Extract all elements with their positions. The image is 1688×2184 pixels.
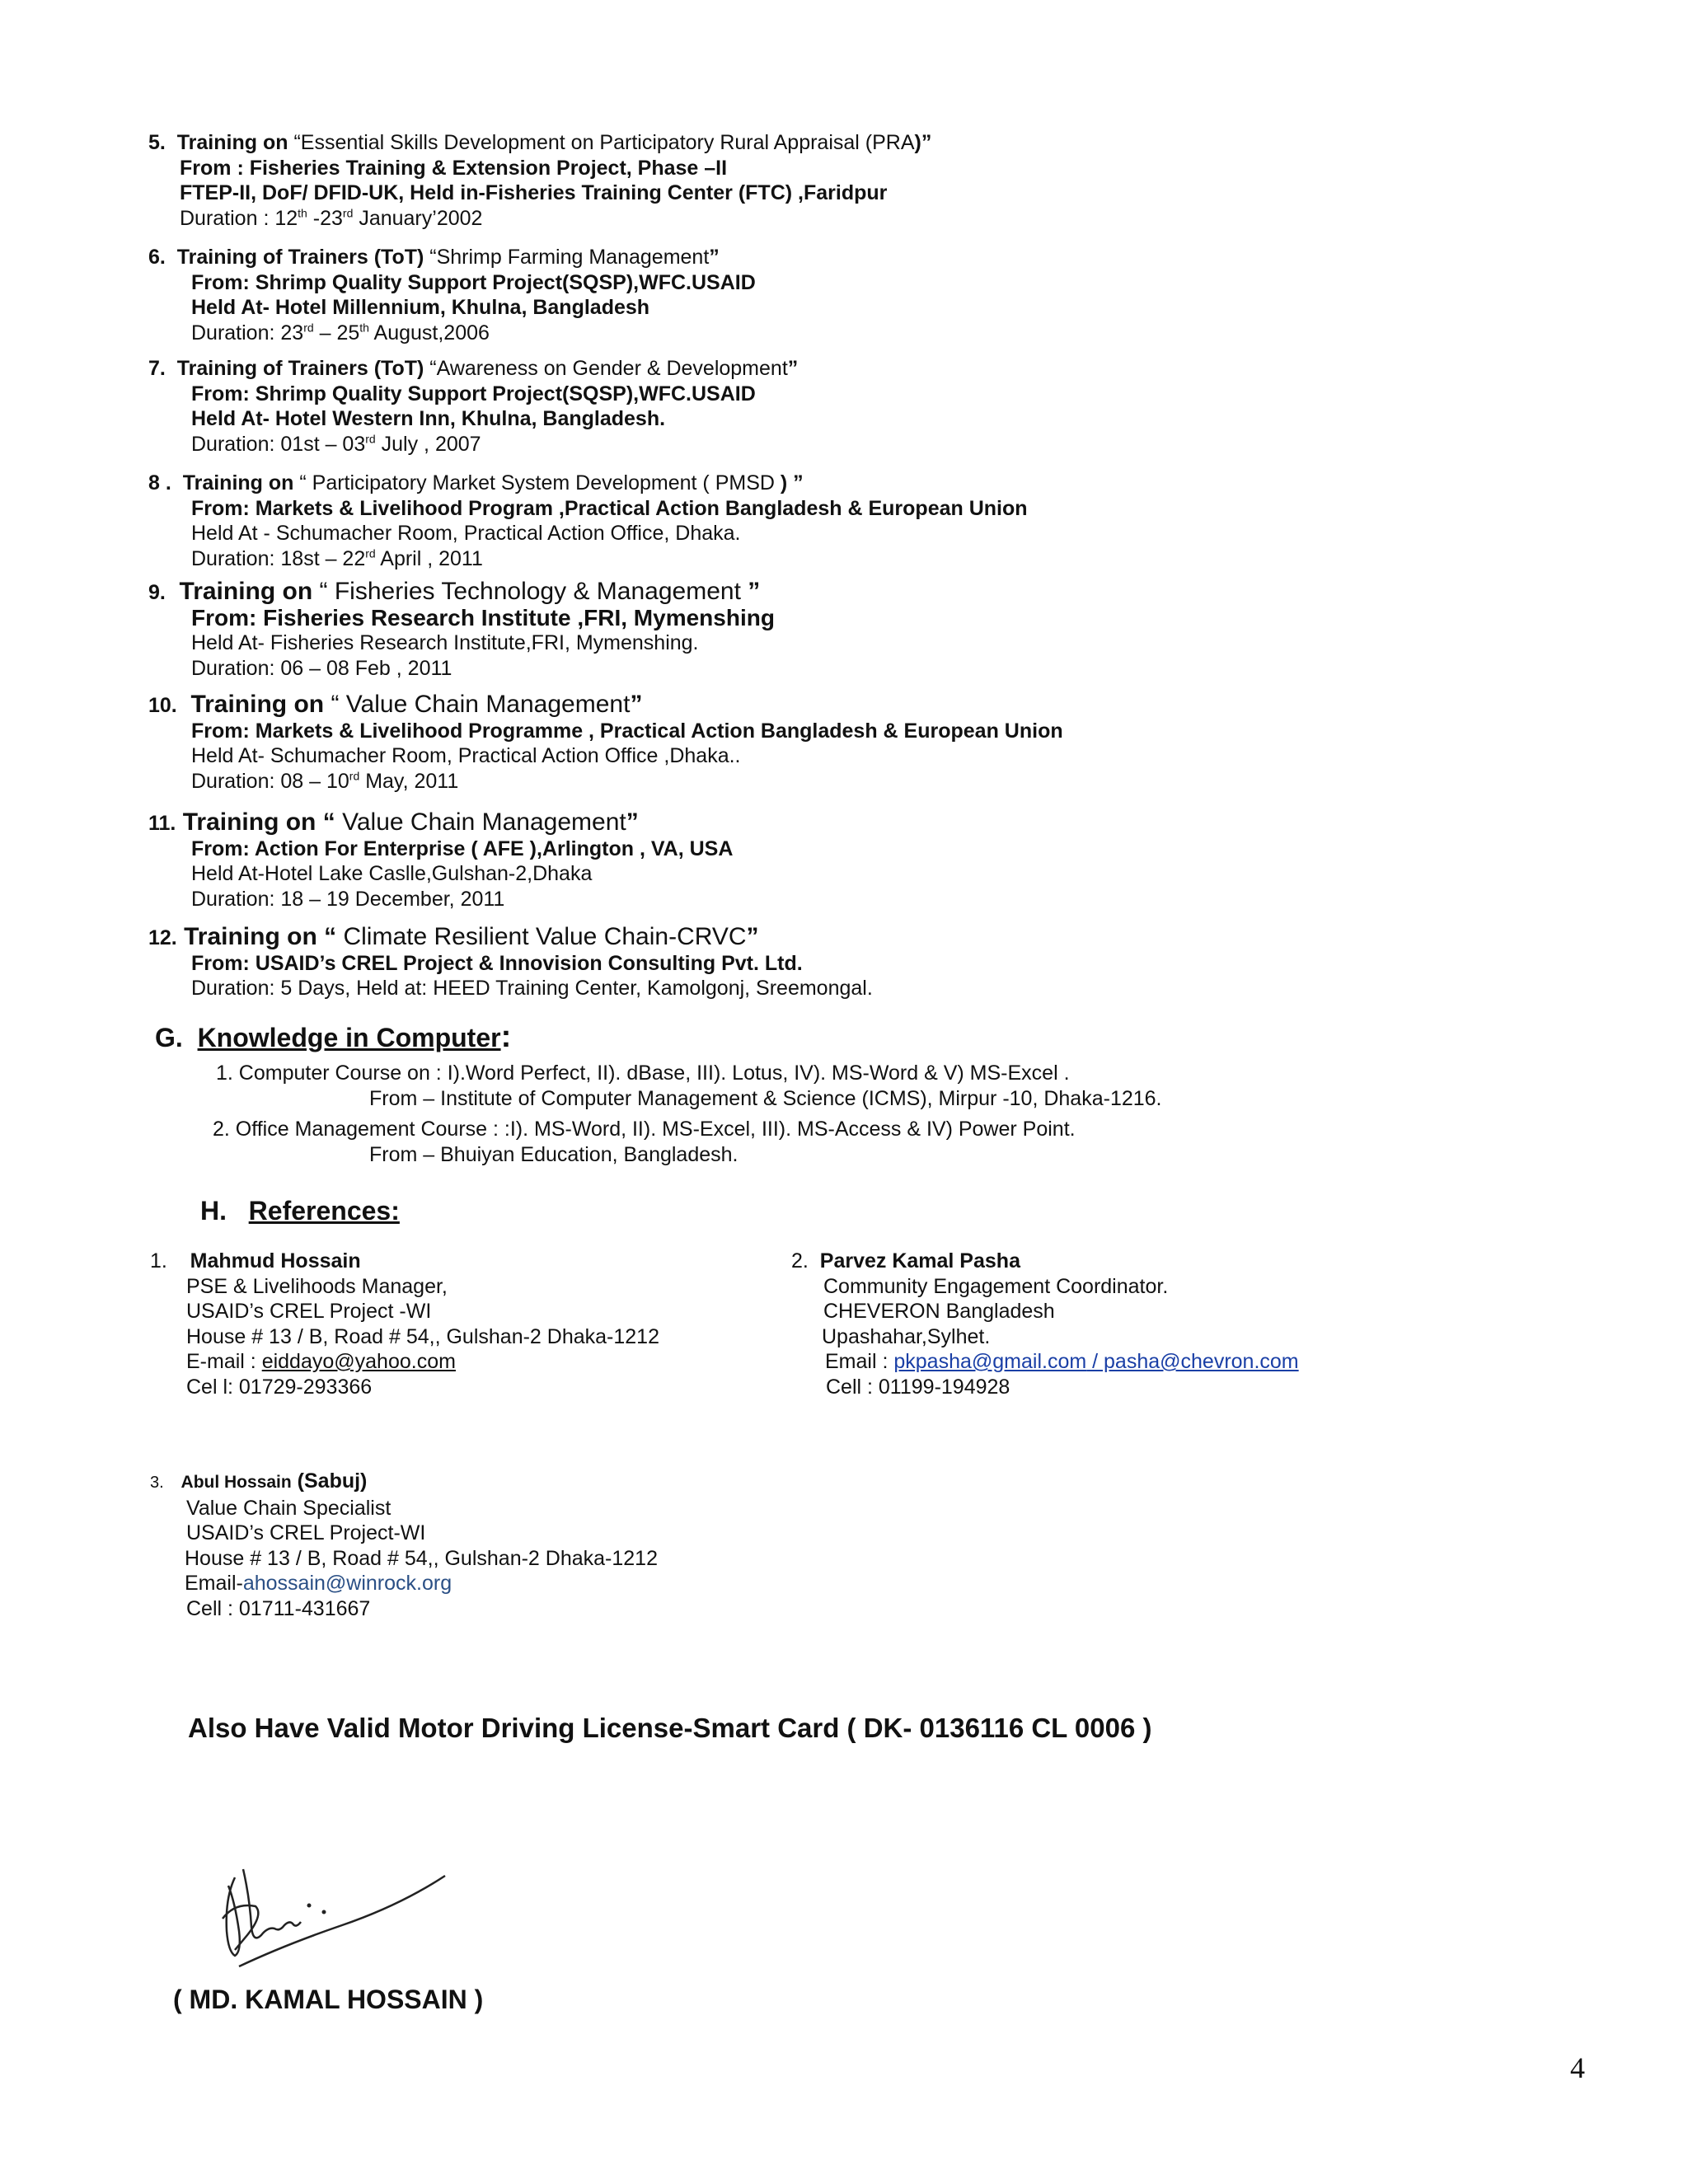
training-item-11: 11. Training on “ Value Chain Management” From: Action For Enterprise ( AFE ),Arlington , VA, USA Held At-Hotel Lake Caslle,Gulshan-2,Dhaka Duration: 18 – 19 December, 2011 <box>148 808 734 911</box>
item-number: 2. <box>791 1249 809 1272</box>
reference-phone: Cel l: 01729-293366 <box>186 1375 373 1399</box>
reference-1: 1. Mahmud Hossain PSE & Livelihoods Manager, USAID’s CREL Project -WI House # 13 / B, Road # 54,, Gulshan-2 Dhaka-1212 E-mail : eiddayo@yahoo.com Cel l: 01729-293366 <box>150 1249 659 1399</box>
training-heading-bold: Training on “ <box>184 923 344 950</box>
training-heading-bold: Training on <box>179 578 320 605</box>
item-number: 7. <box>148 357 166 380</box>
reference-phone: Cell : 01199-194928 <box>826 1375 1010 1399</box>
training-heading-bold: Training on “ <box>182 808 343 836</box>
reference-2: 2. Parvez Kamal Pasha Community Engagement Coordinator. CHEVERON Bangladesh Upashahar,Sylhet. Email : pkpasha@gmail.com / pasha@chevron.com Cell : 01199-194928 <box>791 1249 1299 1399</box>
training-duration: Duration: 01st – 03rd July , 2007 <box>191 432 481 456</box>
training-venue: Held At-Hotel Lake Caslle,Gulshan-2,Dhaka <box>191 862 593 885</box>
training-venue: Held At- Schumacher Room, Practical Action Office ,Dhaka.. <box>191 744 741 767</box>
course-source: From – Institute of Computer Management & Science (ICMS), Mirpur -10, Dhaka-1216. <box>369 1086 1162 1110</box>
section-title: References: <box>248 1196 400 1226</box>
training-title: Climate Resilient Value Chain-CRVC <box>343 923 747 950</box>
reference-org: USAID’s CREL Project-WI <box>186 1521 426 1544</box>
email-link[interactable]: eiddayo@yahoo.com <box>261 1350 456 1373</box>
computer-course-2 <box>213 1117 1076 1167</box>
training-item-8: 8 . Training on “ Participatory Market System Development ( PMSD ) ” From: Markets & Livelihood Program ,Practical Action Bangladesh & European Union Held At - Schumacher Room, Practical Action Office, Dhaka. Duration: 18st – 22rd April , 2011 <box>148 471 1028 570</box>
training-item-6: 6. Training of Trainers (ToT) “Shrimp Farming Management” From: Shrimp Quality Support Project(SQSP),WFC.USAID Held At- Hotel Millennium, Khulna, Bangladesh Duration: 23rd – 25th August,2006 <box>148 246 756 344</box>
training-venue: FTEP-II, DoF/ DFID-UK, Held in-Fisheries Training Center (FTC) ,Faridpur <box>180 181 888 204</box>
training-duration: Duration: 23rd – 25th August,2006 <box>191 321 490 344</box>
reference-address: House # 13 / B, Road # 54,, Gulshan-2 Dhaka-1212 <box>185 1546 658 1570</box>
training-heading-bold: Training of Trainers (ToT) <box>176 357 430 380</box>
training-item-9: 9. Training on “ Fisheries Technology & Management ” From: Fisheries Research Institute ,FRI, Mymenshing Held At- Fisheries Research Institute,FRI, Mymenshing. Duration: 06 – 08 Feb , 2011 <box>148 578 775 680</box>
reference-3: 3. Abul Hossain (Sabuj) Value Chain Specialist USAID’s CREL Project-WI House # 13 / B, Road # 54,, Gulshan-2 Dhaka-1212 Email-ahossain@winrock.org Cell : 01711-431667 <box>150 1469 658 1620</box>
training-item-7: 7. Training of Trainers (ToT) “Awareness on Gender & Development” From: Shrimp Quality Support Project(SQSP),WFC.USAID Held At- Hotel Western Inn, Khulna, Bangladesh. Duration: 01st – 03rd July , 2007 <box>148 357 799 456</box>
reference-name: Parvez Kamal Pasha <box>819 1249 1020 1272</box>
reference-org: CHEVERON Bangladesh <box>823 1300 1055 1323</box>
page-number: 4 <box>1570 2051 1585 2084</box>
training-duration: Duration: 5 Days, Held at: HEED Training Center, Kamolgonj, Sreemongal. <box>191 977 873 1000</box>
item-number: 8 . <box>148 471 171 494</box>
course-source: From – Bhuiyan Education, Bangladesh. <box>369 1142 738 1166</box>
item-number: 6. <box>148 246 166 269</box>
reference-address: Upashahar,Sylhet. <box>822 1324 991 1348</box>
signature-image <box>210 1853 457 1976</box>
training-from: From: Shrimp Quality Support Project(SQSP),WFC.USAID <box>191 382 756 405</box>
reference-name: Abul Hossain <box>181 1473 292 1492</box>
training-from: From: USAID’s CREL Project & Innovision Consulting Pvt. Ltd. <box>191 951 803 975</box>
training-venue: Held At- Hotel Western Inn, Khulna, Bangladesh. <box>191 407 666 430</box>
reference-phone: Cell : 01711-431667 <box>186 1596 371 1620</box>
reference-title: Community Engagement Coordinator. <box>823 1274 1169 1298</box>
computer-course-1 <box>216 1061 1162 1111</box>
training-venue: Held At - Schumacher Room, Practical Action Office, Dhaka. <box>191 522 741 545</box>
signature-name: ( MD. KAMAL HOSSAIN ) <box>173 1985 484 2014</box>
reference-name: Mahmud Hossain <box>190 1249 361 1272</box>
email-link[interactable]: pkpasha@gmail.com <box>893 1350 1087 1373</box>
training-item-10: 10. Training on “ Value Chain Management” From: Markets & Livelihood Programme , Practical Action Bangladesh & European Union Held At- Schumacher Room, Practical Action Office ,Dhaka.. Duration: 08 – 10rd May, 2011 <box>148 691 1063 793</box>
course-line: 1. Computer Course on : I).Word Perfect, II). dBase, III). Lotus, IV). MS-Word & V) MS-Excel . <box>216 1062 1070 1085</box>
training-venue: Held At- Fisheries Research Institute,FRI, Mymenshing. <box>191 631 699 654</box>
training-duration: Duration: 18 – 19 December, 2011 <box>191 887 505 911</box>
training-from: From: Markets & Livelihood Program ,Practical Action Bangladesh & European Union <box>191 496 1028 520</box>
driving-license-note: Also Have Valid Motor Driving License-Smart Card ( DK- 0136116 CL 0006 ) <box>188 1713 1152 1743</box>
training-venue: Held At- Hotel Millennium, Khulna, Bangladesh <box>191 296 650 319</box>
item-number: 9. <box>148 581 166 604</box>
reference-org: USAID’s CREL Project -WI <box>186 1300 432 1323</box>
section-title: Knowledge in Computer <box>197 1023 501 1052</box>
item-number: 3. <box>150 1474 164 1492</box>
training-from: From: Action For Enterprise ( AFE ),Arlington , VA, USA <box>191 837 734 860</box>
training-duration: Duration: 18st – 22rd April , 2011 <box>191 546 483 570</box>
training-from: From: Markets & Livelihood Programme , Practical Action Bangladesh & European Union <box>191 719 1063 743</box>
training-duration: Duration : 12th -23rd January’2002 <box>180 206 483 230</box>
training-title: “Awareness on Gender & Development <box>429 357 788 380</box>
item-number: 1. <box>150 1249 167 1272</box>
section-heading-references: H. References: <box>200 1196 400 1226</box>
course-line: 2. Office Management Course : :I). MS-Word, II). MS-Excel, III). MS-Access & IV) Power Point. <box>213 1118 1076 1141</box>
item-number: 12. <box>148 926 177 949</box>
item-number: 11. <box>148 812 176 835</box>
item-number: 5. <box>148 131 166 154</box>
reference-address: House # 13 / B, Road # 54,, Gulshan-2 Dhaka-1212 <box>186 1324 659 1348</box>
reference-title: Value Chain Specialist <box>186 1496 392 1520</box>
training-duration: Duration: 08 – 10rd May, 2011 <box>191 769 459 793</box>
training-heading-bold: Training on <box>182 471 300 494</box>
training-duration: Duration: 06 – 08 Feb , 2011 <box>191 656 452 680</box>
training-heading-bold: Training on <box>190 691 331 718</box>
training-title: “ Participatory Market System Development ( PMSD <box>299 471 781 494</box>
training-from: From: Fisheries Research Institute ,FRI, Mymenshing <box>191 604 775 630</box>
training-title: Value Chain Management <box>342 808 626 836</box>
section-heading-computer: G. Knowledge in Computer: <box>155 1019 512 1054</box>
email-link-secondary[interactable]: / pasha@chevron.com <box>1086 1350 1299 1373</box>
training-from: From : Fisheries Training & Extension Project, Phase –II <box>180 156 728 180</box>
training-title: “Essential Skills Development on Participatory Rural Appraisal (PRA <box>293 131 915 154</box>
training-from: From: Shrimp Quality Support Project(SQSP),WFC.USAID <box>191 270 756 294</box>
item-number: 10. <box>148 694 177 717</box>
training-title: “ Fisheries Technology & Management <box>319 578 748 605</box>
training-title: “Shrimp Farming Management <box>429 246 710 269</box>
training-title: “ Value Chain Management <box>331 691 631 718</box>
training-item-12: 12. Training on “ Climate Resilient Value Chain-CRVC” From: USAID’s CREL Project & Innovision Consulting Pvt. Ltd. Duration: 5 Days, Held at: HEED Training Center, Kamolgonj, Sreemongal. <box>148 923 873 1000</box>
training-heading-bold: Training of Trainers (ToT) <box>176 246 430 269</box>
training-item-5: 5. Training on “Essential Skills Development on Participatory Rural Appraisal (PRA)” From : Fisheries Training & Extension Project, Phase –II FTEP-II, DoF/ DFID-UK, Held in-Fisheries Training Center (FTC) ,Faridpur Duration : 12th -23rd January’2002 <box>148 131 932 230</box>
training-heading-bold: Training on <box>176 131 294 154</box>
email-link[interactable]: ahossain@winrock.org <box>242 1572 452 1595</box>
reference-title: PSE & Livelihoods Manager, <box>186 1274 448 1298</box>
